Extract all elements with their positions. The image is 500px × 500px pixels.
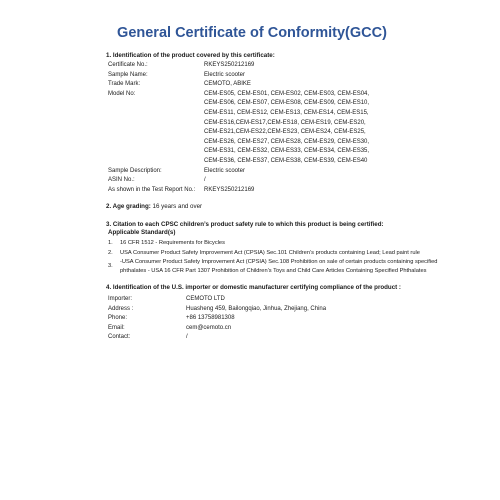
email-label: Email: xyxy=(108,324,125,331)
test-report-no-label: As shown in the Test Report No.: xyxy=(108,186,196,193)
model-line: CEM-ES36, CEM-ES37, CEM-ES38, CEM-ES39, CEM-ES40 xyxy=(204,157,368,164)
model-no-label: Model No: xyxy=(108,90,136,97)
standard-number: 2. xyxy=(108,249,113,256)
standard-text: -USA Consumer Product Safety Improvement Act (CPSIA) Sec.108 Prohibition on sale of certain products containing specified phthalates - USA 16 CFR Part 1307 Prohibition of Children’s Toys and Child Care Articles Containing Specified Phthalates xyxy=(120,259,438,274)
model-line: CEM-ES16,CEM-ES17,CEM-ES18, CEM-ES19, CEM-ES20, xyxy=(204,119,366,126)
standard-number: 1. xyxy=(108,240,113,247)
row-importer xyxy=(106,295,436,305)
sample-name-value: Electric scooter xyxy=(204,71,246,78)
importer-value: CEMOTO LTD xyxy=(186,295,225,302)
contact-label: Contact: xyxy=(108,334,131,341)
model-line: CEM-ES31, CEM-ES32, CEM-ES33, CEM-ES34, CEM-ES35, xyxy=(204,148,370,155)
certificate-no-value: RKEYS250212169 xyxy=(204,62,255,68)
standard-text: 16 CFR 1512 - Requirements for Bicycles xyxy=(120,240,225,247)
age-grading-label: 2. Age grading: xyxy=(106,203,151,211)
asin-no-value: / xyxy=(204,177,206,184)
row-address xyxy=(106,305,436,315)
age-grading-value: 16 years and over xyxy=(152,203,203,211)
address-label: Address : xyxy=(108,305,134,312)
row-email xyxy=(106,324,436,334)
asin-no-label: ASIN No.: xyxy=(108,177,135,184)
section4-heading: 4. Identification of the U.S. importer or domestic manufacturer certifying compliance of the product : xyxy=(106,283,401,291)
age-grading xyxy=(106,203,440,211)
row-asin-no xyxy=(106,176,434,186)
model-line: CEM-ES21,CEM-ES22,CEM-ES23, CEM-ES24, CEM-ES25, xyxy=(204,129,366,136)
row-sample-description xyxy=(106,167,434,177)
model-no-value xyxy=(204,90,434,167)
row-contact xyxy=(106,333,436,343)
section1-heading: 1. Identification of the product covered by this certificate: xyxy=(106,52,275,59)
importer-label: Importer: xyxy=(108,295,133,302)
model-line: CEM-ES05, CEM-ES01, CEM-ES02, CEM-ES03, CEM-ES04, xyxy=(204,90,370,97)
section3-heading: 3. Citation to each CPSC children’s product safety rule to which this product is being certified: xyxy=(106,221,384,229)
row-model-no xyxy=(106,90,434,167)
list-item xyxy=(106,249,440,257)
trade-mark-value: CEMOTO, ABIKE xyxy=(204,81,251,88)
importer-table xyxy=(106,295,436,343)
certificate-no-label: Certificate No.: xyxy=(108,62,148,68)
phone-value: +86 13758981308 xyxy=(186,315,235,322)
address-value: Huasheng 459, Bailongqiao, Jinhua, Zhejiang, China xyxy=(186,305,327,312)
sample-description-value: Electric scooter xyxy=(204,167,246,174)
row-sample-name xyxy=(106,71,434,81)
standards-list xyxy=(106,239,440,275)
test-report-no-value: RKEYS250212169 xyxy=(204,186,255,193)
standard-number: 3. xyxy=(108,263,113,270)
row-certificate-no xyxy=(106,61,434,71)
model-line: CEM-ES11, CEM-ES12, CEM-ES13, CEM-ES14, CEM-ES15, xyxy=(204,109,369,116)
row-test-report-no xyxy=(106,186,434,196)
sample-name-label: Sample Name: xyxy=(108,71,148,78)
trade-mark-label: Trade Mark: xyxy=(108,81,141,88)
phone-label: Phone: xyxy=(108,315,128,322)
applicable-standards-heading: Applicable Standard(s) xyxy=(108,229,176,237)
row-trade-mark xyxy=(106,80,434,90)
standard-text: USA Consumer Product Safety Improvement Act (CPSIA) Sec.101 Children’s products containing Lead; Lead paint rule xyxy=(120,249,420,256)
list-item xyxy=(106,239,440,247)
product-identification-table xyxy=(106,61,434,195)
model-line: CEM-ES06, CEM-ES07, CEM-ES08, CEM-ES09, CEM-ES10, xyxy=(204,100,370,107)
email-value: cem@cemoto.cn xyxy=(186,324,232,331)
model-line: CEM-ES26, CEM-ES27, CEM-ES28, CEM-ES29, CEM-ES30, xyxy=(204,138,370,145)
page-title: General Certificate of Conformity(GCC) xyxy=(117,25,387,41)
sample-description-label: Sample Description: xyxy=(108,167,162,174)
contact-value: / xyxy=(186,334,188,341)
row-phone xyxy=(106,314,436,324)
list-item xyxy=(106,258,440,275)
